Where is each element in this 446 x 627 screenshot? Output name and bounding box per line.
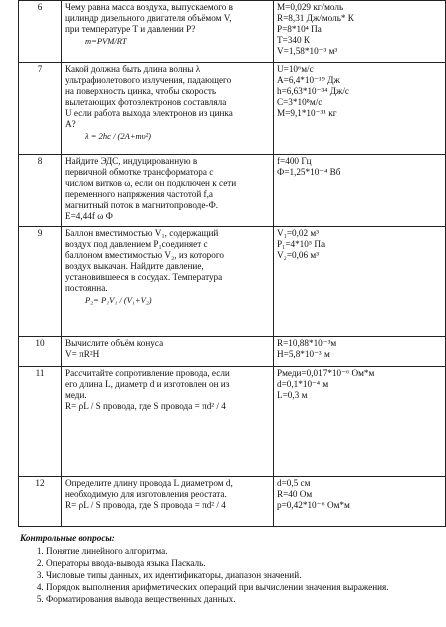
given-value: Ф=1,25*10⁻⁴ Вб <box>277 167 341 177</box>
question-line: при температуре T и давлении P? <box>65 24 196 34</box>
task-row <box>19 477 446 527</box>
task-formula: P₂= P₁V₁ / (V₁+V₂) <box>85 295 152 305</box>
question-line: воздух выкачан. Найдите давление, <box>65 261 204 271</box>
given-value: Pмеди=0,017*10⁻⁶ Ом*м <box>277 368 375 378</box>
control-item: 1. Понятие линейного алгоритма. <box>46 546 440 557</box>
question-line: Баллон вместимостью V₁, содержащий <box>65 228 219 238</box>
task-number: 10 <box>19 337 62 367</box>
given-value: C=3*10⁸м/с <box>277 97 323 107</box>
given-value: d=0,1*10⁻⁴ м <box>277 379 329 389</box>
question-line: переменного напряжения частотой f,а <box>65 189 213 199</box>
task-given-data <box>274 477 446 527</box>
question-line: U если работа выхода электронов из цинка <box>65 108 233 118</box>
given-value: V₂=0,06 м³ <box>277 250 319 260</box>
task-number: 6 <box>19 1 62 63</box>
question-line: его длина L, диаметр d и изготовлен он из <box>65 379 230 389</box>
question-line: вылетающих фотоэлектронов составляла <box>65 97 227 107</box>
given-value: f=400 Гц <box>277 156 312 166</box>
question-line: Какой должна быть длина волны λ <box>65 64 201 74</box>
control-list <box>20 546 440 605</box>
question-line: Найдите ЭДС, индуцированную в <box>65 156 198 166</box>
task-number: 11 <box>19 367 62 477</box>
task-row <box>19 155 446 227</box>
question-line: цилиндр дизельного двигателя объёмом V, <box>65 13 232 23</box>
given-value: H=5,8*10⁻³ м <box>277 349 330 359</box>
question-line: на поверхность цинка, чтобы скорость <box>65 86 217 96</box>
given-value: T=340 К <box>277 35 310 45</box>
control-item: 3. Числовые типы данных, их идентификаторы, диапазон значений. <box>46 570 440 581</box>
question-line: A? <box>65 119 76 129</box>
control-item: 2. Операторы ввода-вывода языка Паскаль. <box>46 558 440 569</box>
task-row <box>19 63 446 155</box>
task-given-data <box>274 367 446 477</box>
task-given-data <box>274 227 446 337</box>
given-value: d=0,5 см <box>277 478 311 488</box>
given-value: U=10⁶м/с <box>277 64 314 74</box>
task-given-data <box>274 337 446 367</box>
question-line: необходимую для изготовления реостата. <box>65 489 227 499</box>
question-line: ультрафиолетового излучения, падающего <box>65 75 232 85</box>
given-value: P=8*10⁴ Па <box>277 24 322 34</box>
control-item: 4. Порядок выполнения арифметических операций при вычислении значения выражения. <box>46 582 440 593</box>
question-line: V= πR²H <box>65 349 100 359</box>
control-questions <box>20 533 440 606</box>
question-line: меди. <box>65 390 87 400</box>
given-value: V=1,58*10⁻³ м³ <box>277 46 338 56</box>
task-question <box>62 63 274 155</box>
task-question <box>62 477 274 527</box>
given-value: A=6,4*10⁻¹⁹ Дж <box>277 75 340 85</box>
question-line: баллоном вместимостью V₂, из которого <box>65 250 224 260</box>
control-title: Контрольные вопросы: <box>20 533 115 543</box>
task-row <box>19 367 446 477</box>
task-question <box>62 155 274 227</box>
task-formula: m=PVM/RT <box>85 36 127 46</box>
task-given-data <box>274 155 446 227</box>
task-row <box>19 1 446 63</box>
task-given-data <box>274 1 446 63</box>
task-question <box>62 227 274 337</box>
given-value: R=8,31 Дж/моль* К <box>277 13 354 23</box>
given-value: P₁=4*10⁵ Па <box>277 239 326 249</box>
task-formula: λ = 2hc / (2A+mυ²) <box>85 131 151 141</box>
task-number: 8 <box>19 155 62 227</box>
question-line: Чему равна масса воздуха, выпускаемого в <box>65 2 234 12</box>
task-question <box>62 1 274 63</box>
question-line: R= ρL / S провода, где S провода = πd² / 4 <box>65 401 226 411</box>
question-line: E=4,44f ω Ф <box>65 211 113 221</box>
given-value: R=10,88*10⁻³м <box>277 338 337 348</box>
given-value: h=6,63*10⁻³⁴ Дж/с <box>277 86 349 96</box>
question-line: Вычислите объём конуса <box>65 338 164 348</box>
given-value: p=0,42*10⁻⁶ Ом*м <box>277 500 350 510</box>
question-line: установившееся в сосудах. Температура <box>65 272 223 282</box>
given-value: M=9,1*10⁻³¹ кг <box>277 108 337 118</box>
task-question <box>62 337 274 367</box>
task-given-data <box>274 63 446 155</box>
question-line: Рассчитайте сопротивление провода, если <box>65 368 230 378</box>
question-line: первичной обмотке трансформатора с <box>65 167 214 177</box>
task-row <box>19 227 446 337</box>
given-value: R=40 Ом <box>277 489 313 499</box>
given-value: M=0,029 кг/моль <box>277 2 344 12</box>
given-value: V₁=0,02 м³ <box>277 228 319 238</box>
control-item: 5. Форматирования вывода вещественных данных. <box>46 594 440 605</box>
tasks-table <box>18 0 446 527</box>
question-line: воздух под давлением P₁соединяет с <box>65 239 208 249</box>
question-line: магнитный поток в магнитопроводе-Ф. <box>65 200 219 210</box>
question-line: R= ρL / S провода, где S провода = πd² / 4 <box>65 500 226 510</box>
task-number: 12 <box>19 477 62 527</box>
question-line: Определите длину провода L диаметром d, <box>65 478 233 488</box>
task-number: 7 <box>19 63 62 155</box>
task-number: 9 <box>19 227 62 337</box>
task-question <box>62 367 274 477</box>
question-line: числом витков ω, если он подключен к сети <box>65 178 237 188</box>
given-value: L=0,3 м <box>277 390 308 400</box>
task-row <box>19 337 446 367</box>
question-line: постоянна. <box>65 283 108 293</box>
